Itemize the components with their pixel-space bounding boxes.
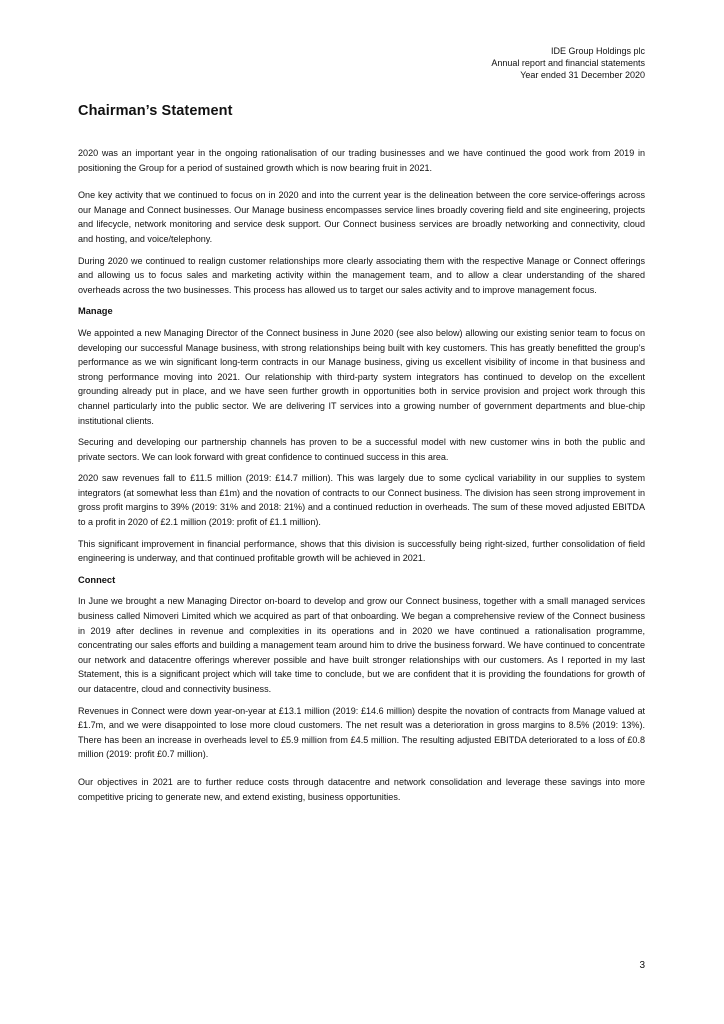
statement-body bbox=[78, 146, 645, 804]
paragraph: 2020 saw revenues fall to £11.5 million (2019: £14.7 million). This was largely due to some cyclical variability in our supplies to system integrators (at somewhat less than £1m) and the novation of contracts to our Connect business. The division has seen strong improvement in gross profit margins to 39% (2019: 31% and 2018: 21%) and a continued reduction in overheads. The sum of these moved adjusted EBITDA to a profit in 2020 of £2.1 million (2019: profit of £1.1 million). bbox=[78, 473, 645, 528]
paragraph: During 2020 we continued to realign customer relationships more clearly associating them with the respective Manage or Connect offerings and allowing us to focus sales and marketing activity within the management team, and to allow a clear understanding of the shared overheads across the two businesses. This process has allowed us to target our sales activity and to improve management focus. bbox=[78, 255, 645, 295]
page-number: 3 bbox=[639, 960, 645, 971]
paragraph: Our objectives in 2021 are to further reduce costs through datacentre and network consolidation and leverage these savings into more competitive pricing to generate new, and extend existing, business opportunities. bbox=[78, 776, 645, 802]
paragraph: Revenues in Connect were down year-on-year at £13.1 million (2019: £14.6 million) despite the novation of contracts from Manage valued at £1.7m, and we were disappointed to lose more cloud customers. The net result was a deterioration in gross margins to 8.5% (2019: 13%). There has been an increase in overheads level to £5.9 million from £4.5 million. The resulting adjusted EBITDA deteriorated to a loss of £0.8 million (2019: profit £0.7 million). bbox=[78, 705, 645, 760]
document-header bbox=[491, 45, 645, 81]
paragraph: One key activity that we continued to focus on in 2020 and into the current year is the delineation between the core service-offerings across our Manage and Connect businesses. Our Manage business encompasses service lines broadly covering field and site engineering, projects and lifecycle, network monitoring and service desk support. Our Connect business services are broadly networking and connectivity, cloud and hosting, and voice/telephony. bbox=[78, 190, 645, 244]
section-heading-connect: Connect bbox=[78, 574, 116, 585]
report-name: Annual report and financial statements bbox=[491, 58, 645, 68]
company-name: IDE Group Holdings plc bbox=[550, 46, 645, 56]
paragraph: Securing and developing our partnership channels has proven to be a successful model with new customer wins in both the public and private sectors. We can look forward with great confidence to continued success in this area. bbox=[78, 437, 645, 462]
page-title: Chairman’s Statement bbox=[78, 103, 233, 119]
paragraph: This significant improvement in financial performance, shows that this division is successfully being right-sized, further consolidation of field engineering is underway, and that continued profitable growth will be achieved in 2021. bbox=[78, 538, 645, 564]
section-heading-manage: Manage bbox=[78, 306, 113, 317]
report-period: Year ended 31 December 2020 bbox=[520, 70, 645, 80]
paragraph: In June we brought a new Managing Director on-board to develop and grow our Connect business, together with a small managed services business called Nimoveri Limited which we acquired as part of that onboarding. We began a comprehensive review of the Connect business in 2019 after declines in revenue and complexities in its operations and in 2020 we have continued a rationalisation programme, concentrating our sales efforts and building a management team around him to drive the business forward. We have continued to concentrate our network and datacentre offerings wherever possible and have built stronger relationships with our customers. As I reported in my last Statement, this is a significant project which will take time to conclude, but we are confident that it is providing the foundations for growth of our datacentre, cloud and connectivity business. bbox=[78, 596, 645, 694]
paragraph: We appointed a new Managing Director of the Connect business in June 2020 (see also below) allowing our existing senior team to focus on developing our successful Manage business, with strong relationships being built with key customers. This has greatly benefitted the group’s performance as we win significant long-term contracts in our Manage business, giving us excellent visibility of income in that business and strong performance moving into 2021. Our relationship with third-party system integrators has continued to develop on the excellent grounding already put in place, and we have seen further growth in opportunities both in service provision and project work through this channel particularly into the public sector. We are delivering IT services into a growing number of government departments and blue-chip institutional clients. bbox=[78, 327, 645, 426]
paragraph: 2020 was an important year in the ongoing rationalisation of our trading businesses and we have continued the good work from 2019 in positioning the Group for a period of sustained growth which is now bearing fruit in 2021. bbox=[78, 148, 645, 173]
